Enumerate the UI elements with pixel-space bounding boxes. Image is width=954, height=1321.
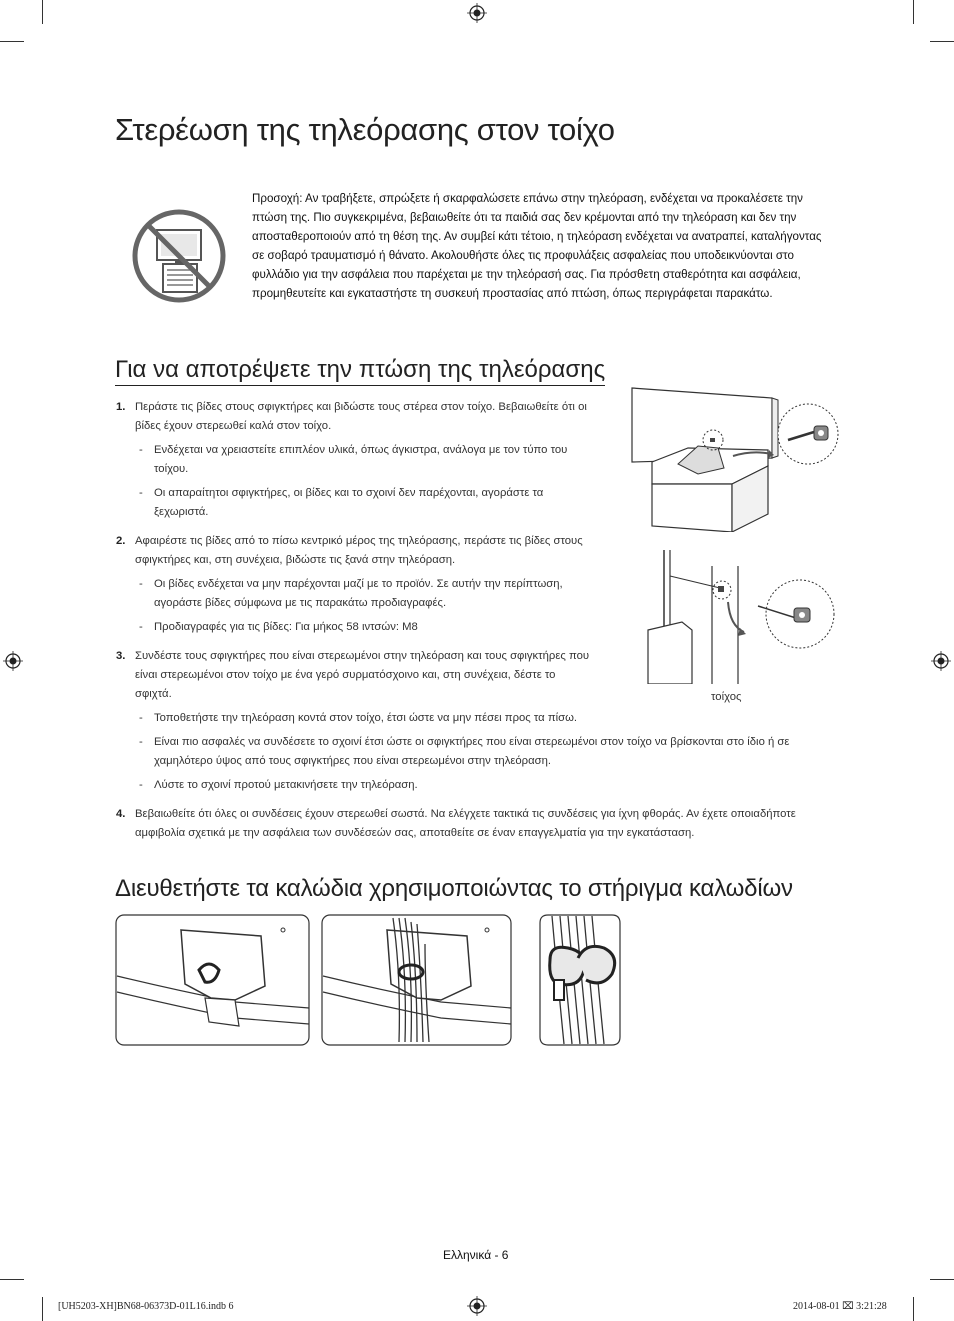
cable-holder-illustration-2: [321, 914, 512, 1046]
note-text: Οι απαραίτητοι σφιγκτήρες, οι βίδες και το σχοινί δεν παρέχονται, αγοράστε τα ξεχωριστά.: [154, 487, 544, 518]
tv-clamp-illustration: [628, 386, 840, 532]
note-text: Είναι πιο ασφαλές να συνδέσετε το σχοινί έτσι ώστε οι σφιγκτήρες που είναι στερεωμένοι στον τοίχο να βρίσκονται στο ίδιο ή σε χαμηλότερο ύψος από τους σφιγκτήρες που είναι στερεωμένοι στην τηλεόραση.: [154, 736, 790, 767]
note-text: Λύστε το σχοινί προτού μετακινήσετε την τηλεόραση.: [154, 779, 418, 791]
note-bullet: -: [139, 487, 143, 499]
wall-cable-illustration: [640, 548, 840, 684]
cable-holder-illustration-3: [538, 914, 621, 1046]
step-number: 1.: [116, 401, 126, 413]
step-text: Βεβαιωθείτε ότι όλες οι συνδέσεις έχουν στερεωθεί σωστά. Να ελέγχετε τακτικά τις συνδέσεις για ίχνη φθοράς. Αν έχετε οποιαδήποτε αμφιβολία σχετικά με την ασφάλεια των συνδέσεών σας, αποταθείτε σε έναν επαγγελματία για την εγκατάσταση.: [135, 808, 796, 839]
print-slug-right: 2014-08-01 ⌧ 3:21:28: [793, 1301, 887, 1312]
section-title-cable-holder: Διευθετήστε τα καλώδια χρησιμοποιώντας το στήριγμα καλωδίων: [115, 875, 793, 902]
note-bullet: -: [139, 712, 143, 724]
page-title: Στερέωση της τηλεόρασης στον τοίχο: [115, 112, 615, 147]
cable-holder-illustration-1: [115, 914, 310, 1046]
note-bullet: -: [139, 736, 143, 748]
crop-mark: [930, 1279, 954, 1280]
crop-mark: [0, 41, 24, 42]
note-bullet: -: [139, 578, 143, 590]
section-title-prevent-fall: Για να αποτρέψετε την πτώση της τηλεόρασης: [115, 356, 605, 386]
note-bullet: -: [139, 779, 143, 791]
step-number: 4.: [116, 808, 126, 820]
step-text: Περάστε τις βίδες στους σφιγκτήρες και βιδώστε τους στέρεα στον τοίχο. Βεβαιωθείτε ότι οι βίδες έχουν στερεωθεί καλά στον τοίχο.: [135, 401, 587, 432]
note-bullet: -: [139, 621, 143, 633]
page-number: Ελληνικά - 6: [443, 1248, 509, 1262]
registration-mark-bottom: [467, 1296, 487, 1316]
step-number: 3.: [116, 650, 126, 662]
print-slug-left: [UH5203-XH]BN68-06373D-01L16.indb 6: [58, 1301, 234, 1312]
crop-mark: [913, 1297, 914, 1321]
step-number: 2.: [116, 535, 126, 547]
no-climbing-warning-icon: [131, 208, 227, 304]
note-text: Ενδέχεται να χρειαστείτε επιπλέον υλικά, όπως άγκιστρα, ανάλογα με τον τύπο του τοίχου.: [154, 444, 568, 475]
crop-mark: [42, 0, 43, 24]
registration-mark-left: [3, 651, 23, 671]
note-text: Τοποθετήστε την τηλεόραση κοντά στον τοίχο, έτσι ώστε να μην πέσει προς τα πίσω.: [154, 712, 578, 724]
note-bullet: -: [139, 444, 143, 456]
crop-mark: [42, 1297, 43, 1321]
note-text: Προδιαγραφές για τις βίδες: Για μήκος 58 ιντσών: M8: [154, 621, 418, 633]
registration-mark-top: [467, 3, 487, 23]
registration-mark-right: [931, 651, 951, 671]
crop-mark: [0, 1279, 24, 1280]
caution-text: Προσοχή: Αν τραβήξετε, σπρώξετε ή σκαρφαλώσετε επάνω στην τηλεόραση, ενδέχεται να προκαλέσετε την πτώση της. Πιο συγκεκριμένα, βεβαιωθείτε ότι τα παιδιά σας δεν κρέμονται από την τηλεόραση και δεν την αποσταθεροποιούν από τη θέση της. Αν συμβεί κάτι τέτοιο, η τηλεόραση ενδέχεται να ανατραπεί, καταλήγοντας σε σοβαρό τραυματισμό ή θάνατο. Ακολουθήστε όλες τις προφυλάξεις ασφαλείας που υποδεικνύονται στο φυλλάδιο για την ασφάλεια που παρέχεται με την τηλεόρασή σας. Για πρόσθετη σταθερότητα και ασφάλεια, προμηθευτείτε και εγκαταστήστε τη συσκευή προστασίας από πτώση, όπως περιγράφεται παρακάτω.: [252, 192, 822, 301]
wall-label: τοίχος: [711, 691, 742, 703]
step-text: Συνδέστε τους σφιγκτήρες που είναι στερεωμένοι στην τηλεόραση και τους σφιγκτήρες που είναι στερεωμένοι στον τοίχο με ένα γερό συρματόσχοινο και, στη συνέχεια, δέστε το σφιχτά.: [135, 650, 590, 700]
crop-mark: [913, 0, 914, 24]
crop-mark: [930, 41, 954, 42]
note-text: Οι βίδες ενδέχεται να μην παρέχονται μαζί με το προϊόν. Σε αυτήν την περίπτωση, αγοράστε βίδες σύμφωνα με τις παρακάτω προδιαγραφές.: [154, 578, 563, 609]
step-text: Αφαιρέστε τις βίδες από το πίσω κεντρικό μέρος της τηλεόρασης, περάστε τις βίδες στους σφιγκτήρες και, στη συνέχεια, βιδώστε τις ξανά στην τηλεόραση.: [135, 535, 583, 566]
